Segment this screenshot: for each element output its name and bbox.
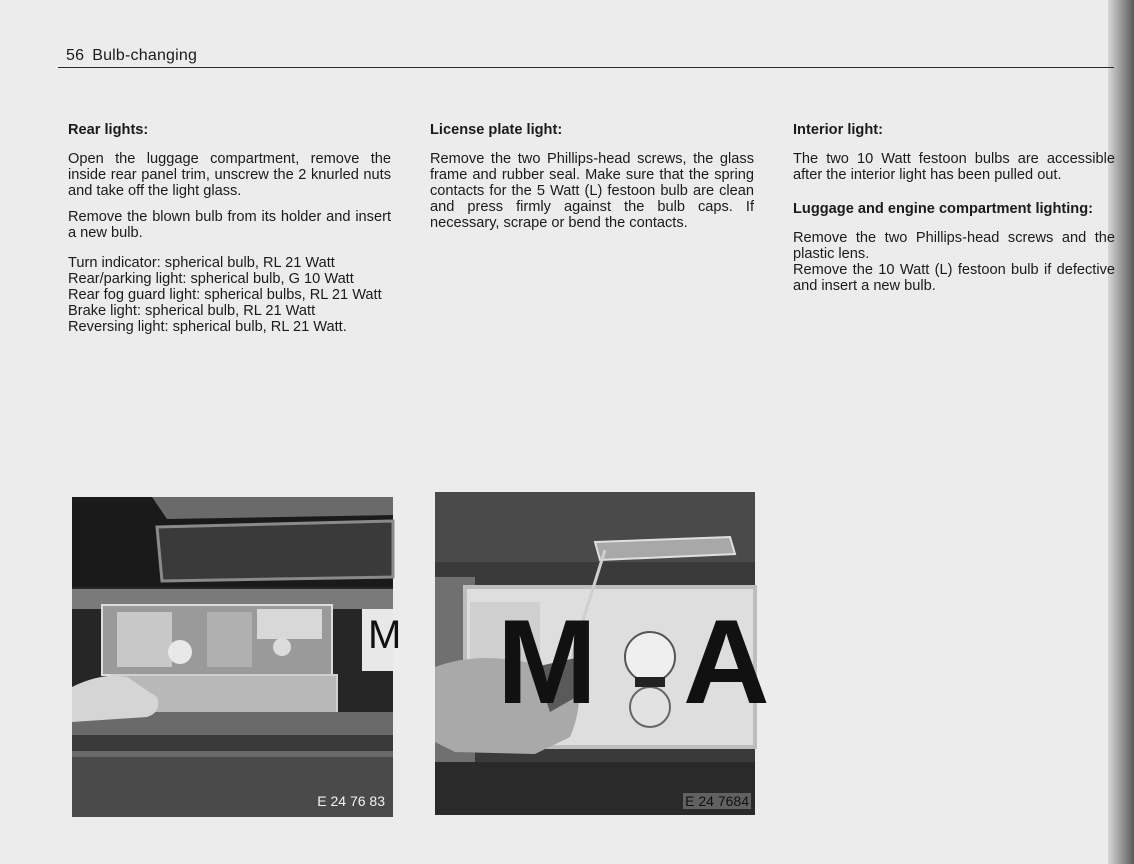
- rear-lights-paragraph-1: Open the luggage compartment, remove the inside rear panel trim, unscrew the 2 knurled nuts and take off the light glass.: [68, 151, 391, 199]
- header-rule: [58, 67, 1114, 68]
- photo-code-label: E 24 76 83: [317, 793, 385, 809]
- rear-lights-heading: Rear lights:: [68, 122, 149, 138]
- bulb-list-item: Rear/parking light: spherical bulb, G 10 Watt: [68, 271, 354, 287]
- bulb-list: [68, 255, 391, 335]
- interior-heading: Interior light:: [793, 122, 883, 138]
- bulb-list-item: Turn indicator: spherical bulb, RL 21 Watt: [68, 255, 335, 271]
- plate-letter-right: A: [683, 595, 770, 729]
- license-plate-paragraph: Remove the two Phillips-head screws, the glass frame and rubber seal. Make sure that the spring contacts for the 5 Watt (L) festoon bulb are clean and press firmly against the bulb caps. If necessary, scrape or bend the contacts.: [430, 151, 754, 231]
- license-plate-heading: License plate light:: [430, 122, 563, 138]
- luggage-engine-paragraph-1: Remove the two Phillips-head screws and the plastic lens.: [793, 230, 1115, 262]
- interior-paragraph: The two 10 Watt festoon bulbs are accessible after the interior light has been pulled out.: [793, 151, 1115, 183]
- photo-license-plate-light: [435, 492, 770, 815]
- rear-light-illustration: [72, 497, 393, 817]
- column-rear-lights: [68, 122, 391, 335]
- plate-letter-left: M: [497, 595, 597, 729]
- bulb-list-item: Brake light: spherical bulb, RL 21 Watt: [68, 303, 316, 319]
- rear-lights-paragraph-2: Remove the blown bulb from its holder and insert a new bulb.: [68, 209, 391, 241]
- section-title: Bulb-changing: [92, 47, 198, 64]
- photo-rear-light-removal: [72, 497, 402, 817]
- plate-letter: M: [368, 613, 402, 657]
- bulb-list-item: Rear fog guard light: spherical bulbs, RL 21 Watt: [68, 287, 382, 303]
- column-interior: [793, 122, 1115, 304]
- page-header: [66, 47, 197, 65]
- luggage-engine-heading: Luggage and engine compartment lighting:: [793, 201, 1093, 217]
- photo-code-label: E 24 7684: [685, 793, 749, 809]
- column-license-plate: [430, 122, 754, 241]
- page-number: 56: [66, 47, 85, 64]
- luggage-engine-paragraph-2: Remove the 10 Watt (L) festoon bulb if defective and insert a new bulb.: [793, 262, 1115, 294]
- bulb-list-item: Reversing light: spherical bulb, RL 21 Watt.: [68, 319, 347, 335]
